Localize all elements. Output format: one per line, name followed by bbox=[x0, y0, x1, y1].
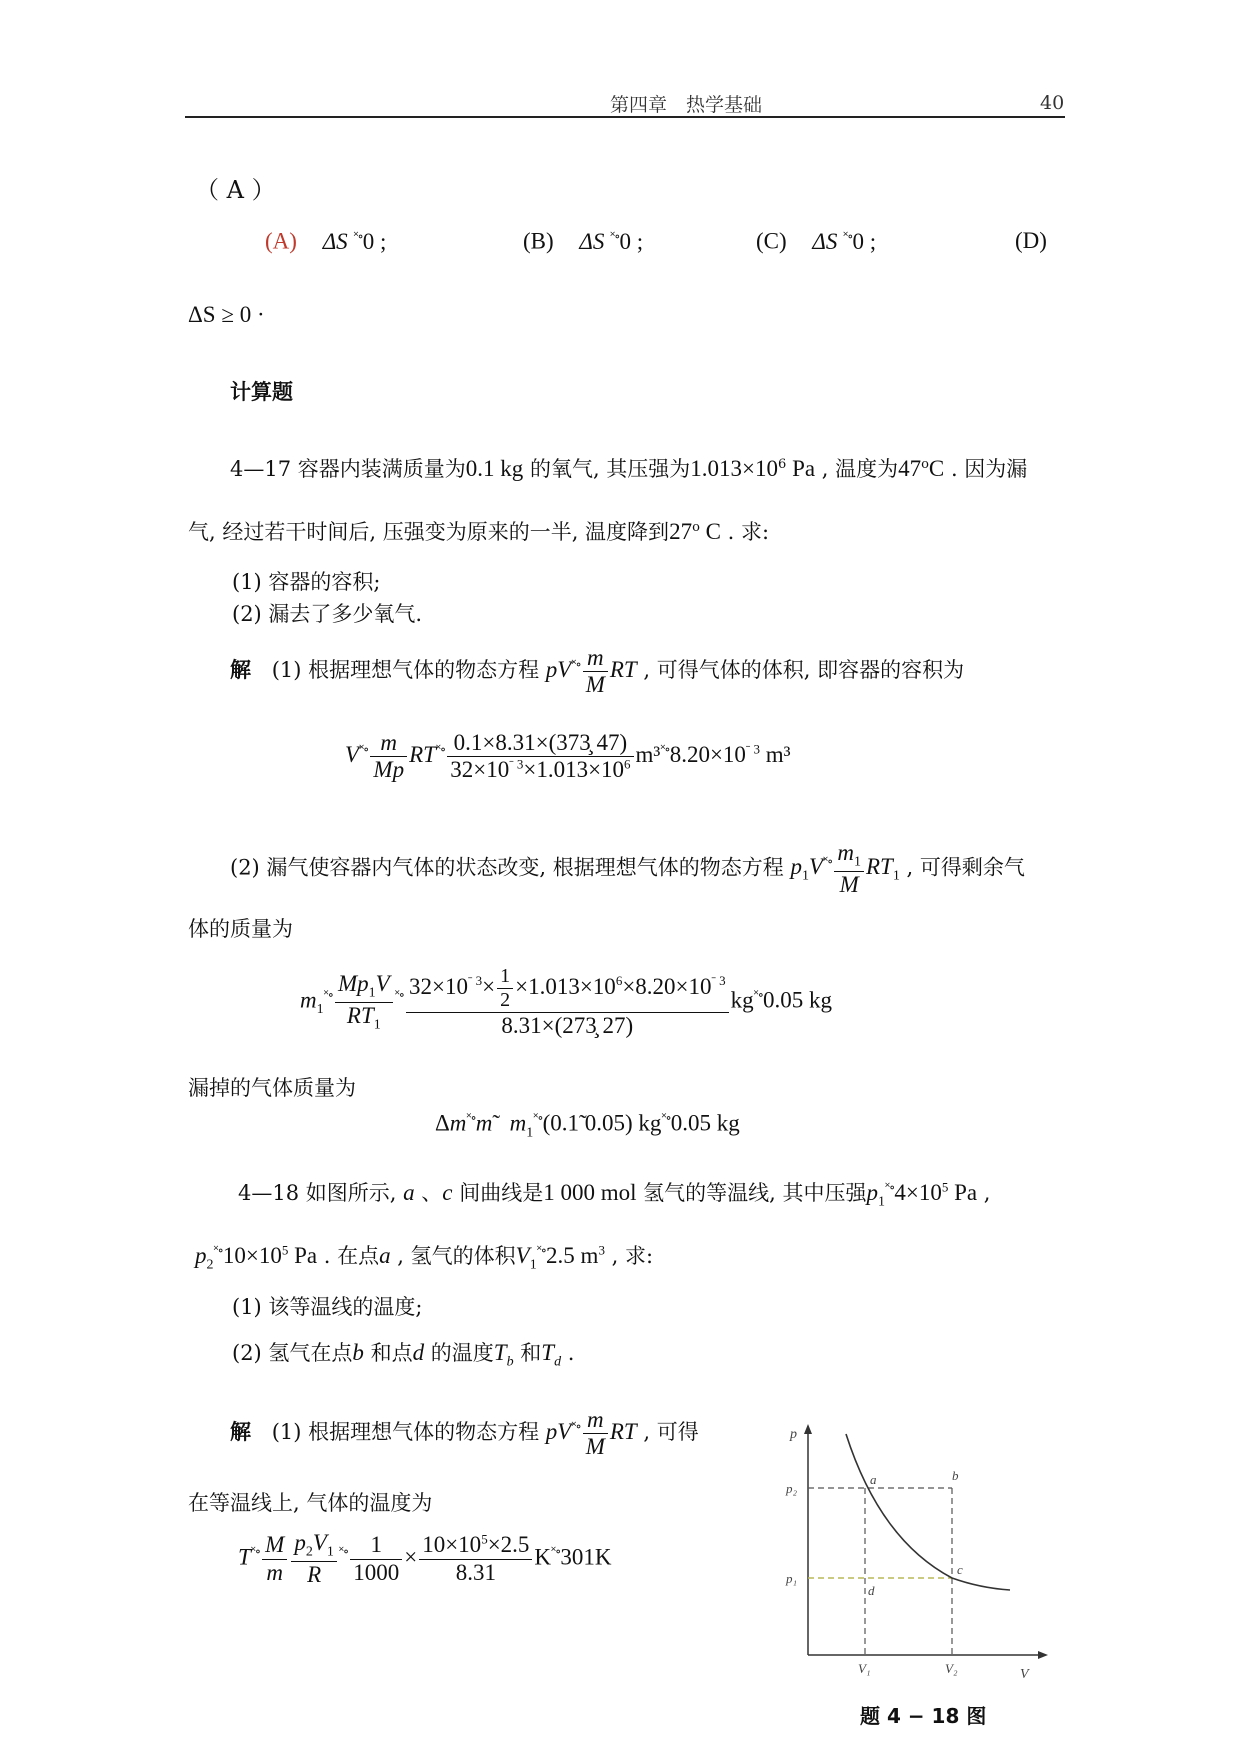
point-d-label: d bbox=[868, 1583, 875, 1598]
option-b: (B) ΔS ˟∘0 ; bbox=[523, 228, 644, 254]
label-v1: V₁ bbox=[858, 1661, 871, 1676]
option-c: (C) ΔS ˟∘0 ; bbox=[756, 228, 877, 254]
option-a-expr: ΔS bbox=[322, 228, 354, 254]
problem-418-question-1: (1) 该等温线的温度; bbox=[232, 1295, 423, 1319]
problem-418-line2: $p_2^{˟\circ}10\times 10^5$ Pa . 在点a , 氢气的体积$V_1^{˟\circ}2.5$ $m^3$ , 求: bbox=[195, 1242, 654, 1273]
equation-remaining-mass: $m_1^{˟\circ}$ $\frac{Mp_1V}{RT_1}$ ˟∘ $32\times 10^{ˉ 3}\times$ $\frac{1}{2}$ $\times 1.013\times 10^6\times 8.20\times 10^{ˉ 3}$ 8.31×(273̧ 27) kg˟∘0.05 kg bbox=[300, 965, 832, 1038]
label-v2: V₂ bbox=[945, 1661, 958, 1676]
isotherm-figure bbox=[780, 1420, 1060, 1690]
section-heading: 计算题 bbox=[230, 380, 293, 404]
label-p2: p₂ bbox=[786, 1481, 798, 1496]
option-d-label: (D) bbox=[1015, 228, 1047, 253]
problem-417-line2: 气, 经过若干时间后, 压强变为原来的一半, 温度降到27$^o$ C . 求: bbox=[188, 519, 770, 544]
solution-418-step1: 解 (1) 根据理想气体的物态方程 pV˟∘ $\frac{m}{M}$ RT , 可得 bbox=[230, 1407, 699, 1460]
option-d-expr: ΔS ≥ 0 · bbox=[188, 302, 265, 327]
axis-label-v: V bbox=[1020, 1667, 1029, 1682]
label-p1: p₁ bbox=[786, 1571, 798, 1586]
option-a-label: (A) bbox=[265, 228, 297, 254]
point-a-label: a bbox=[870, 1472, 877, 1487]
option-b-label: (B) bbox=[523, 228, 554, 254]
solution-417-step2: (2) 漏气使容器内气体的状态改变, 根据理想气体的物态方程 $p_1V^{˟\circ}$ $\frac{m_1}{M}$ $RT_1$ , 可得剩余气 bbox=[230, 840, 1025, 897]
solution-417-step1: 解 (1) 根据理想气体的物态方程 pV˟∘ $\frac{m}{M}$ RT , 可得气体的体积, 即容器的容积为 bbox=[230, 645, 965, 698]
problem-417-question-2: (2) 漏去了多少氧气. bbox=[232, 602, 423, 626]
problem-418-question-2: (2) 氢气在点b 和点d 的温度$T_b$ 和$T_d$ . bbox=[232, 1340, 575, 1370]
problem-417-question-1: (1) 容器的容积; bbox=[232, 570, 381, 594]
solution-label: 解 bbox=[230, 658, 251, 683]
point-b-label: b bbox=[952, 1468, 959, 1483]
equation-temperature: T˟∘ $\frac{M}{m}$ $\frac{p_2V_1}{R}$ ˟∘ $\frac{1}{1000}$ × $\frac{10\times 10^5\times 2.5}{8.31}$ K˟∘301K bbox=[238, 1530, 612, 1587]
option-c-expr: ΔS bbox=[812, 228, 844, 254]
page-header-title: 第四章 热学基础 bbox=[610, 94, 763, 116]
axis-label-p: p bbox=[790, 1427, 797, 1442]
v-axis-arrow-icon bbox=[1038, 1651, 1048, 1659]
equation-volume: V˟∘ $\frac{m}{Mp}$ RT˟∘ $\frac{0.1\times 8.31\times(373̧ 47)}{32\times 10^{ˉ 3}\times 1.013\times 10^6}$ $m^3^{˟\circ}8.20\times 10^{ˉ 3}$ m³ bbox=[345, 730, 791, 783]
equation-leaked-mass: Δm˟∘m̃ $m_1^{˟\circ}(0.1̃$ 0.05) kg˟∘0.05 kg bbox=[435, 1110, 740, 1141]
option-a: (A) ΔS ˟∘0 ; bbox=[265, 228, 387, 254]
option-b-expr: ΔS bbox=[579, 228, 611, 254]
figure-caption: 题 4 − 18 图 bbox=[860, 1704, 987, 1728]
problem-418-line1: 4—18 如图所示, a 、c 间曲线是1 000 mol 氢气的等温线, 其中压强$p_1^{˟\circ}4\times 10^5$ Pa , bbox=[238, 1179, 991, 1210]
point-c-label: c bbox=[957, 1562, 963, 1577]
leaked-mass-intro: 漏掉的气体质量为 bbox=[188, 1076, 356, 1100]
option-c-label: (C) bbox=[756, 228, 787, 254]
header-rule bbox=[185, 116, 1065, 118]
p-axis-arrow-icon bbox=[804, 1424, 812, 1434]
page-number: 40 bbox=[1040, 92, 1065, 114]
isotherm-curve bbox=[846, 1434, 1010, 1590]
previous-answer: （ A ） bbox=[195, 176, 276, 204]
solution-417-step2-cont: 体的质量为 bbox=[188, 917, 293, 941]
problem-417-line1: 4—17 容器内装满质量为0.1 kg 的氧气, 其压强为$1.013\times 10^6$ Pa , 温度为47$^o$C . 因为漏 bbox=[230, 456, 1028, 481]
solution-418-step2: 在等温线上, 气体的温度为 bbox=[188, 1491, 433, 1515]
